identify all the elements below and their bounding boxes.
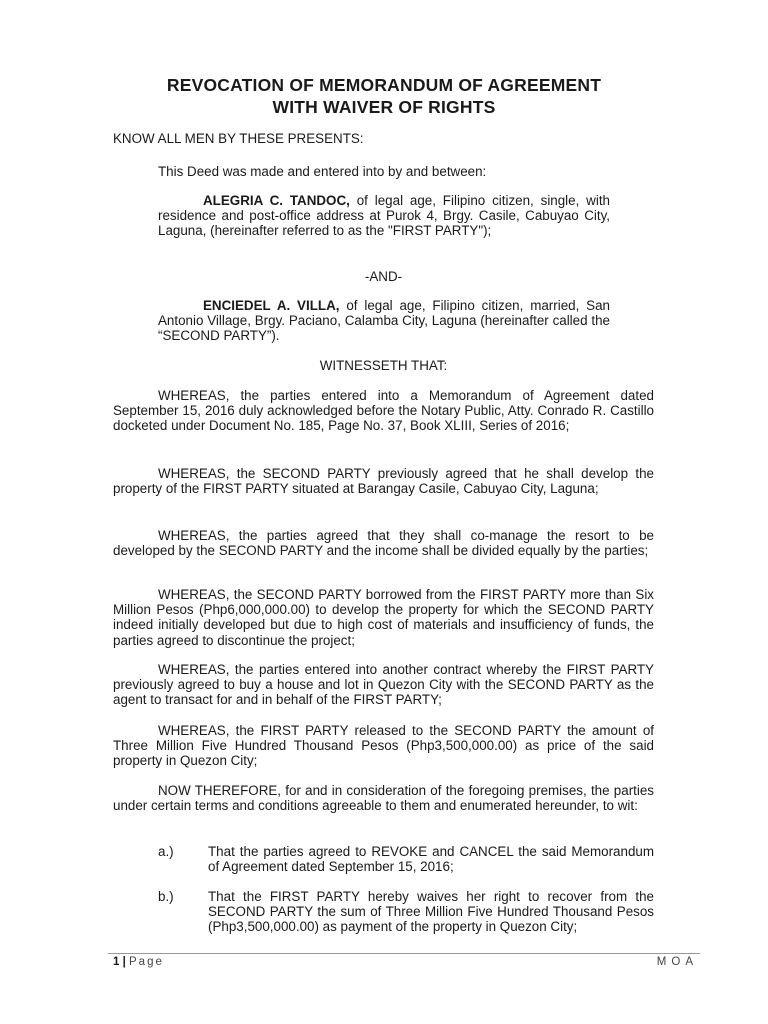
first-party-name: ALEGRIA C. TANDOC, <box>203 193 350 208</box>
first-party-details: of legal age, Filipino citizen, single, with residence and post-office address at Purok 4, Brgy. Casile, Cabuyao City, Laguna, (hereinafter referred to as the "FIRST PARTY"); <box>158 193 610 239</box>
second-party-name: ENCIEDEL A. VILLA, <box>203 298 340 313</box>
list-item <box>158 889 654 935</box>
first-party-paragraph <box>158 193 610 239</box>
list-item-text: That the parties agreed to REVOKE and CANCEL the said Memorandum of Agreement dated September 15, 2016; <box>208 844 654 875</box>
list-item-text: That the FIRST PARTY hereby waives her right to recover from the SECOND PARTY the sum of Three Million Five Hundred Thousand Pesos (Php3,500,000.00) as payment of the property in Quezon City; <box>208 889 654 935</box>
list-marker: b.) <box>158 889 174 904</box>
whereas-paragraph: WHEREAS, the FIRST PARTY released to the SECOND PARTY the amount of Three Million Five Hundred Thousand Pesos (Php3,500,000.00) as price of the said property in Quezon City; <box>113 723 654 769</box>
page-footer-number <box>113 956 164 968</box>
whereas-paragraph: WHEREAS, the SECOND PARTY borrowed from the FIRST PARTY more than Six Million Pesos (Php6,000,000.00) to develop the property for which the SECOND PARTY indeed initially developed but due to high cost of materials and insufficiency of funds, the parties agreed to discontinue the project; <box>113 587 654 648</box>
whereas-paragraph: WHEREAS, the parties entered into a Memorandum of Agreement dated September 15, 2016 duly acknowledged before the Notary Public, Atty. Conrado R. Castillo docketed under Document No. 185, Page No. 37, Book XLIII, Series of 2016; <box>113 388 654 434</box>
document-title <box>0 74 768 118</box>
second-party-paragraph <box>158 298 610 344</box>
witnesseth-heading: WITNESSETH THAT: <box>319 358 448 373</box>
and-separator: -AND- <box>364 269 403 284</box>
title-line-1: REVOCATION OF MEMORANDUM OF AGREEMENT <box>166 75 602 95</box>
opening-line: KNOW ALL MEN BY THESE PRESENTS: <box>113 131 364 146</box>
page-number: 1 <box>113 956 120 968</box>
footer-divider <box>108 953 700 954</box>
list-item <box>158 844 654 874</box>
page-separator: | <box>119 956 130 968</box>
now-therefore-paragraph: NOW THEREFORE, for and in consideration of the foregoing premises, the parties under certain terms and conditions agreeable to them and enumerated hereunder, to wit: <box>113 783 654 814</box>
whereas-paragraph: WHEREAS, the parties entered into another contract whereby the FIRST PARTY previously agreed to buy a house and lot in Quezon City with the SECOND PARTY as the agent to transact for and in behalf of the FIRST PARTY; <box>113 662 654 708</box>
document-code: MOA <box>656 956 698 968</box>
whereas-paragraph: WHEREAS, the parties agreed that they shall co-manage the resort to be developed by the SECOND PARTY and the income shall be divided equally by the parties; <box>113 528 654 559</box>
title-line-2: WITH WAIVER OF RIGHTS <box>272 97 496 117</box>
deed-intro: This Deed was made and entered into by and between: <box>158 164 487 179</box>
second-party-details: of legal age, Filipino citizen, married, San Antonio Village, Brgy. Paciano, Calamba City, Laguna (hereinafter called the “SECOND PARTY”). <box>158 298 610 344</box>
whereas-paragraph: WHEREAS, the SECOND PARTY previously agreed that he shall develop the property of the FIRST PARTY situated at Barangay Casile, Cabuyao City, Laguna; <box>113 466 654 497</box>
page-label: Page <box>129 956 164 968</box>
list-marker: a.) <box>158 844 174 859</box>
